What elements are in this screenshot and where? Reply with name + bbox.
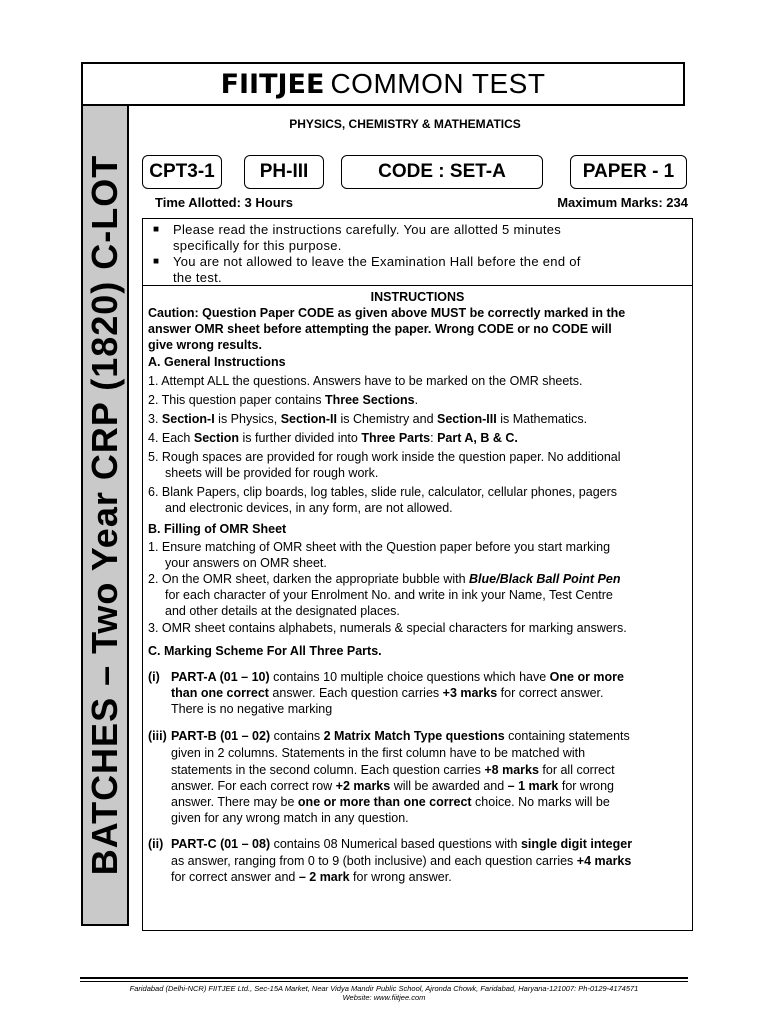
square-bullet-icon: ■: [153, 224, 160, 235]
caution-line: Caution: Question Paper CODE as given above MUST be correctly marked in the: [148, 306, 626, 320]
instruction-line: 1. Attempt ALL the questions. Answers have to be marked on the OMR sheets.: [148, 374, 583, 388]
marking-line: given in 2 columns. Statements in the first column have to be matched with: [171, 746, 586, 760]
batch-sidebar: [81, 106, 129, 926]
marking-line: PART-B (01 – 02) contains 2 Matrix Match Type questions containing statements: [171, 729, 630, 743]
instruction-line: 1. Ensure matching of OMR sheet with the Question paper before you start marking: [148, 540, 611, 554]
instruction-line: 3. Section-I is Physics, Section-II is Chemistry and Section-III is Mathematics.: [148, 412, 588, 426]
instruction-line: 6. Blank Papers, clip boards, log tables, slide rule, calculator, cellular phones, pagers: [148, 485, 618, 499]
instruction-line: 5. Rough spaces are provided for rough work inside the question paper. No additional: [148, 450, 621, 464]
notice-item: ■ Please read the instructions carefully. You are allotted 5 minutes specifically for this purpose.: [153, 222, 562, 253]
set-code-box: CODE : SET-A: [341, 155, 543, 189]
exam-title-box: [81, 62, 685, 106]
instruction-line: 4. Each Section is further divided into Three Parts: Part A, B & C.: [148, 431, 518, 445]
fiitjee-logo: FIITJEE: [220, 68, 325, 100]
instructions-heading: INSTRUCTIONS: [370, 290, 465, 304]
marking-line: than one correct answer. Each question carries +3 marks for correct answer.: [171, 686, 604, 700]
section-b-heading: B. Filling of OMR Sheet: [148, 522, 287, 536]
marking-line: There is no negative marking: [171, 702, 333, 716]
item-label: (i): [148, 670, 160, 684]
marking-line: PART-A (01 – 10) contains 10 multiple choice questions which have One or more: [171, 670, 624, 684]
footer-website: Website: www.fiitjee.com: [342, 993, 426, 1002]
footer-rule: [80, 977, 688, 979]
footer-rule: [80, 981, 688, 982]
instructions-box: [142, 286, 693, 931]
exam-title: COMMON TEST: [330, 68, 546, 99]
instruction-line: and other details at the designated places.: [165, 604, 400, 618]
caution-line: answer OMR sheet before attempting the paper. Wrong CODE or no CODE will: [148, 322, 612, 336]
marking-line: answer. For each correct row +2 marks will be awarded and – 1 mark for wrong: [171, 779, 614, 793]
instruction-line: and electronic devices, in any form, are not allowed.: [165, 501, 453, 515]
test-code-box: CPT3-1: [142, 155, 222, 189]
notice-item: ■ You are not allowed to leave the Examination Hall before the end of the test.: [153, 254, 581, 285]
marking-line: given for any wrong match in any question.: [171, 811, 409, 825]
instruction-line: for each character of your Enrolment No. and write in ink your Name, Test Centre: [165, 588, 613, 602]
marking-line: answer. There may be one or more than one correct choice. No marks will be: [171, 795, 610, 809]
instruction-line: 3. OMR sheet contains alphabets, numerals & special characters for marking answers.: [148, 621, 627, 635]
caution-line: give wrong results.: [148, 338, 262, 352]
instruction-line: your answers on OMR sheet.: [165, 556, 327, 570]
section-c-heading: C. Marking Scheme For All Three Parts.: [148, 644, 382, 658]
item-label: (iii): [148, 729, 167, 743]
marking-line: as answer, ranging from 0 to 9 (both inclusive) and each question carries +4 marks: [171, 854, 632, 868]
batch-label: BATCHES – Two Year CRP (1820) C-LOT: [84, 154, 125, 876]
subjects-line: PHYSICS, CHEMISTRY & MATHEMATICS: [289, 117, 521, 131]
maximum-marks: Maximum Marks: 234: [557, 195, 688, 210]
item-label: (ii): [148, 837, 164, 851]
marking-line: statements in the second column. Each question carries +8 marks for all correct: [171, 763, 615, 777]
footer-address: Faridabad (Delhi-NCR) FIITJEE Ltd., Sec-15A Market, Near Vidya Mandir Public School, Ajronda Chowk, Faridabad, Haryana-121007: Ph-0129-4174571: [129, 984, 639, 993]
section-a-heading: A. General Instructions: [148, 355, 286, 369]
marking-line: PART-C (01 – 08) contains 08 Numerical based questions with single digit integer: [171, 837, 633, 851]
paper-box: PAPER - 1: [570, 155, 687, 189]
square-bullet-icon: ■: [153, 256, 160, 267]
marking-line: for correct answer and – 2 mark for wrong answer.: [171, 870, 452, 884]
phase-box: PH-III: [244, 155, 324, 189]
instruction-line: 2. On the OMR sheet, darken the appropriate bubble with Blue/Black Ball Point Pen: [148, 572, 621, 586]
notice-box: [142, 218, 693, 286]
time-allotted: Time Allotted: 3 Hours: [155, 195, 293, 210]
instruction-line: sheets will be provided for rough work.: [165, 466, 379, 480]
instruction-line: 2. This question paper contains Three Sections.: [148, 393, 419, 407]
